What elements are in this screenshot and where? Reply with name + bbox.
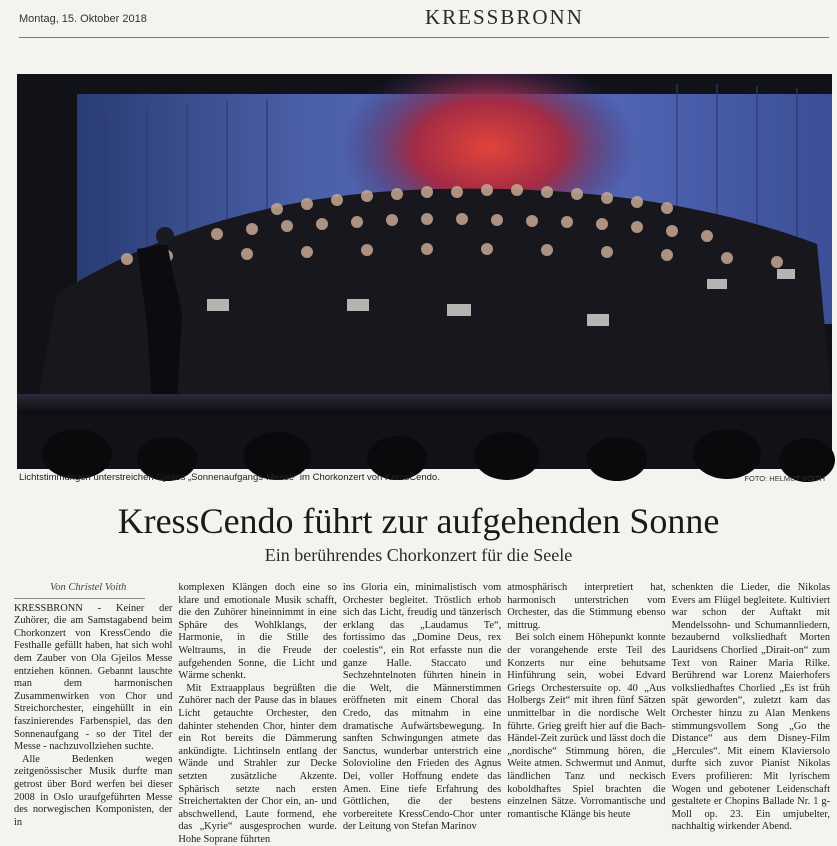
article-body bbox=[14, 582, 831, 845]
paragraph: ins Gloria ein, minimalistisch vom Orchester begleitet. Tröstlich erhob sich das Licht, freudig und tänzerisch erklang das „Laudamus Te“, fortissimo das „Domine Deus, rex coelestis“, ein Rot erfasste nun die ganze Halle. Staccato und Sechzehntelnoten führten hinein in die Welt, die Männerstimmen eröffneten mit einem Choral das Credo, das mitnahm in eine dramatische Aufwärtsbewegung. In sanften Schwingungen atmete das Sanctus, wunderbar unterstrich eine Soloviolinе den Frieden des Agnus Dei, voller Hoffnung endete das Amen. Eine tiefe Erfahrung des Göttlichen, die der bestens vorbereitete KressCendo-Chor unter der Leitung von Stefan Marinov bbox=[342, 582, 502, 833]
paragraph: Mit Extraapplaus begrüßten die Zuhörer nach der Pause das in blaues Licht getauchte Orchester, den dahinter stehenden Chor, hinter dem ein Rot bereits die Dämmerung ankündigte. Lichtinseln entlang der Wände und Strahler zur Decke setzten zusätzliche Akzente. Sphärisch setzte nach ersten Streichertakten der Chor ein, an- und abschwellend, Laute formend, ehe das „Kyrie“ ausgesprochen wurde. Hohe Soprane führten bbox=[178, 682, 337, 845]
article-column-5 bbox=[671, 582, 831, 833]
header-divider bbox=[19, 37, 829, 38]
paragraph: Alle Bedenken wegen zeitgenössischer Musik durfte man getrost über Bord werfen bei dieser 2008 in Oslo uraufgeführten Messe des norwegischen Komponisten, der in bbox=[14, 753, 173, 828]
concert-photo bbox=[17, 74, 832, 469]
paragraph: atmosphärisch interpretiert hat, harmonisch unterstrichen vom Orchester, das die Stimmung ebenso mittrug. bbox=[507, 582, 666, 631]
issue-date: Montag, 15. Oktober 2018 bbox=[19, 13, 147, 25]
author-byline: Von Christel Voith bbox=[14, 582, 145, 599]
article-headline: KressCendo führt zur aufgehenden Sonne bbox=[117, 501, 720, 541]
photo-caption: Lichtstimmungen unterstreichen Gjeilos „Sonnenaufgangs-Messe“ im Chorkonzert von KressCendo. bbox=[19, 472, 440, 483]
paragraph: KRESSBRONN - Keiner der Zuhörer, die am Samstagabend beim Chorkonzert von KressCendo die Festhalle gefüllt haben, hat sich wohl dem Zauber von Ola Gjeilos Messe entziehen können. Gebannt lauschte man dem harmonischen Zusammenwirken von Chor und Streichorchester, eingehüllt in ein faszinierendes Farbenspiel, das den Sonnenaufgang - so der Titel der Messe - nachzuvollziehen suchte. bbox=[14, 602, 173, 753]
article-column-4 bbox=[507, 582, 666, 820]
article-subheadline: Ein berührendes Chorkonzert für die Seele bbox=[264, 545, 573, 565]
photo-credit: FOTO: HELMUT VOITH bbox=[744, 474, 825, 483]
paragraph: Bei solch einem Höhepunkt konnte der vorangehende erste Teil des Konzerts nur eine behutsame Hinführung sein, wobei Edvard Griegs Orchestersuite op. 40 „Aus Holbergs Zeit“ mit ihren fünf Sätzen unmittelbar in die nordische Welt führte. Grieg greift hier auf die Bach-Händel-Zeit zurück und lässt doch die „nordische“ Stimmung hören, die Weite atmen. Schwermut und Anmut, ländlichen Tanz und neckisch koboldhaftes Spiel brachten die einzelnen Sätze. Vorromantische und romantische Klänge bis heute bbox=[507, 632, 666, 820]
article-column-2 bbox=[178, 582, 337, 845]
concert-photo-illustration bbox=[17, 74, 832, 469]
article-column-1 bbox=[14, 582, 173, 828]
article-column-3 bbox=[342, 582, 502, 833]
paragraph: schenkten die Lieder, die Nikolas Evers am Flügel begleitete. Kultiviert war schon der Auftakt mit Mendelssohn- und Schumannliedern, bezaubernd volksliedhaft Morten Lauridsens Chorlied „Dirait-on“ zum Text von Rainer Maria Rilke. Berührend war Lorenz Maierhofers volksliedhaftes Chorlied „Es ist früh spät geworden“, zuletzt kam das Orchester hinzu zu Alan Menkens stimmungsvollem Song „Go the Distance“ aus dem Disney-Film „Hercules“. Mit einem Klaviersolo durfte sich zuvor Pianist Nikolas Evers profilieren: Mit lyrischem Wogen und gebotener Leidenschaft gestaltete er Chopins Ballade Nr. 1 g-Moll op. 23. Ein umjubelter, nachhaltig wirkender Abend. bbox=[671, 582, 831, 833]
paragraph: komplexen Klängen doch eine so klare und emotionale Musik schafft, die den Zuhörer hineinnimmt in eine Sphäre des Wohlklangs, der Harmonie, in die Stille des Weltraums, in die Freude der aufgehenden Sonne, die Licht und Wärme schenkt. bbox=[178, 582, 337, 682]
section-title: KRESSBRONN bbox=[425, 5, 584, 29]
